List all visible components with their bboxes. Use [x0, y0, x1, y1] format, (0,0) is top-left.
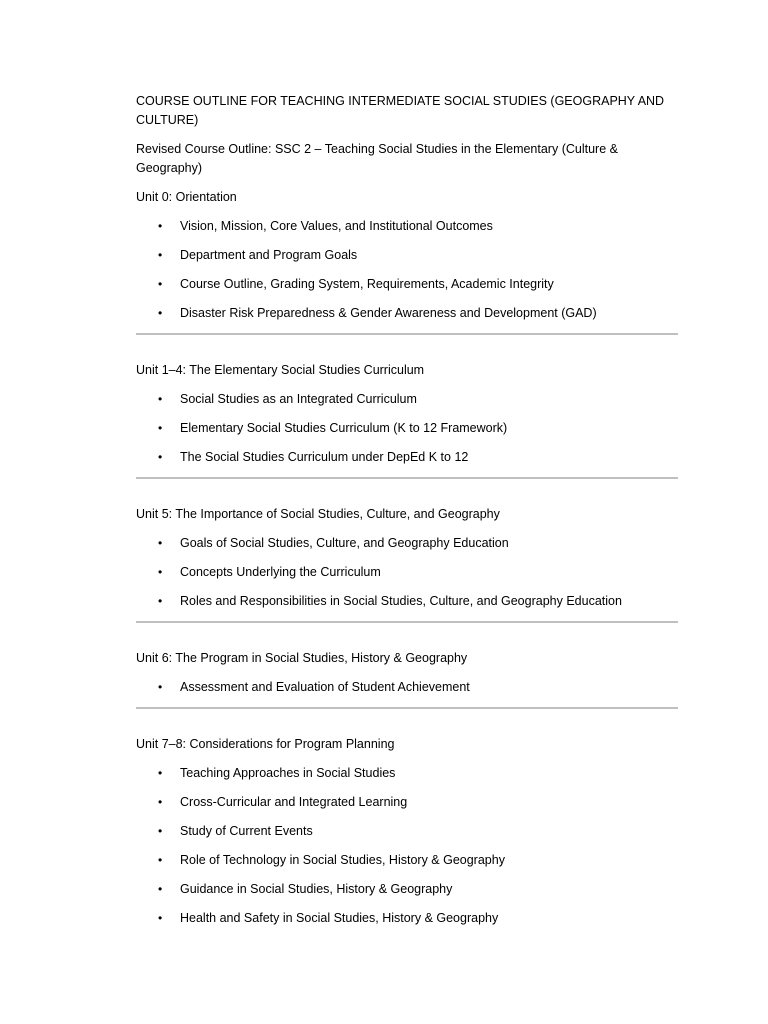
- bullet-icon: •: [158, 911, 163, 925]
- unit-item-list: [136, 764, 678, 928]
- list-item-text: Elementary Social Studies Curriculum (K to 12 Framework): [180, 421, 508, 435]
- list-item: [136, 563, 678, 582]
- list-item-text: Social Studies as an Integrated Curriculum: [180, 392, 417, 406]
- bullet-icon: •: [158, 450, 163, 464]
- unit-item-list: [136, 678, 678, 697]
- list-item: [136, 217, 678, 236]
- unit-title: Unit 5: The Importance of Social Studies, Culture, and Geography: [136, 507, 500, 521]
- bullet-icon: •: [158, 219, 163, 233]
- list-item-text: The Social Studies Curriculum under DepEd K to 12: [180, 450, 469, 464]
- list-item: [136, 534, 678, 553]
- list-item: [136, 678, 678, 697]
- list-item: [136, 390, 678, 409]
- bullet-icon: •: [158, 277, 163, 291]
- document-subtitle: Revised Course Outline: SSC 2 – Teaching Social Studies in the Elementary (Culture & Geography): [136, 142, 618, 175]
- unit-title: Unit 0: Orientation: [136, 190, 237, 204]
- bullet-icon: •: [158, 306, 163, 320]
- unit-title: Unit 7–8: Considerations for Program Planning: [136, 737, 395, 751]
- bullet-icon: •: [158, 565, 163, 579]
- list-item: [136, 246, 678, 265]
- bullet-icon: •: [158, 882, 163, 896]
- bullet-icon: •: [158, 594, 163, 608]
- list-item: [136, 304, 678, 323]
- unit-item-list: [136, 390, 678, 467]
- bullet-icon: •: [158, 824, 163, 838]
- document-page: [136, 92, 678, 938]
- section-divider: [136, 707, 678, 709]
- list-item-text: Goals of Social Studies, Culture, and Geography Education: [180, 536, 509, 550]
- document-heading: COURSE OUTLINE FOR TEACHING INTERMEDIATE SOCIAL STUDIES (GEOGRAPHY AND CULTURE): [136, 94, 665, 127]
- list-item-text: Vision, Mission, Core Values, and Institutional Outcomes: [180, 219, 493, 233]
- list-item-text: Health and Safety in Social Studies, History & Geography: [180, 911, 499, 925]
- list-item: [136, 448, 678, 467]
- list-item-text: Course Outline, Grading System, Requirements, Academic Integrity: [180, 277, 554, 291]
- bullet-icon: •: [158, 421, 163, 435]
- list-item: [136, 822, 678, 841]
- section-divider: [136, 621, 678, 623]
- list-item: [136, 851, 678, 870]
- list-item: [136, 419, 678, 438]
- list-item-text: Cross-Curricular and Integrated Learning: [180, 795, 408, 809]
- bullet-icon: •: [158, 248, 163, 262]
- bullet-icon: •: [158, 536, 163, 550]
- list-item-text: Study of Current Events: [180, 824, 313, 838]
- list-item-text: Assessment and Evaluation of Student Achievement: [180, 680, 470, 694]
- unit-section-4: [136, 735, 678, 928]
- section-divider: [136, 477, 678, 479]
- unit-item-list: [136, 534, 678, 611]
- list-item: [136, 764, 678, 783]
- section-divider: [136, 333, 678, 335]
- list-item: [136, 793, 678, 812]
- list-item-text: Roles and Responsibilities in Social Studies, Culture, and Geography Education: [180, 594, 622, 608]
- unit-section-2: [136, 505, 678, 623]
- list-item: [136, 880, 678, 899]
- list-item: [136, 275, 678, 294]
- list-item-text: Department and Program Goals: [180, 248, 358, 262]
- bullet-icon: •: [158, 766, 163, 780]
- bullet-icon: •: [158, 680, 163, 694]
- list-item-text: Concepts Underlying the Curriculum: [180, 565, 381, 579]
- unit-section-3: [136, 649, 678, 709]
- list-item: [136, 909, 678, 928]
- list-item-text: Disaster Risk Preparedness & Gender Awareness and Development (GAD): [180, 306, 597, 320]
- bullet-icon: •: [158, 392, 163, 406]
- unit-title: Unit 6: The Program in Social Studies, History & Geography: [136, 651, 468, 665]
- list-item-text: Role of Technology in Social Studies, History & Geography: [180, 853, 505, 867]
- unit-item-list: [136, 217, 678, 323]
- unit-title: Unit 1–4: The Elementary Social Studies Curriculum: [136, 363, 425, 377]
- list-item: [136, 592, 678, 611]
- unit-section-0: [136, 188, 678, 335]
- list-item-text: Teaching Approaches in Social Studies: [180, 766, 396, 780]
- bullet-icon: •: [158, 795, 163, 809]
- bullet-icon: •: [158, 853, 163, 867]
- list-item-text: Guidance in Social Studies, History & Geography: [180, 882, 453, 896]
- unit-section-1: [136, 361, 678, 479]
